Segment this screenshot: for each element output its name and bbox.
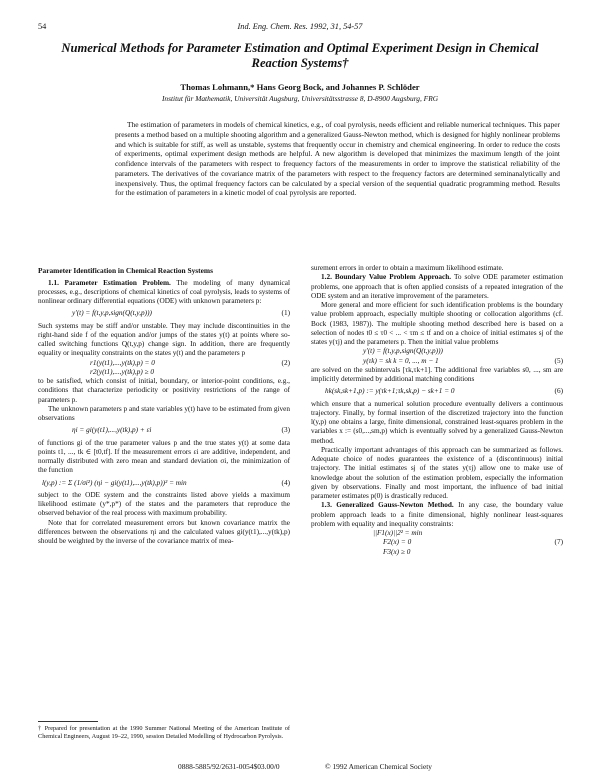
paragraph: which ensure that a numerical solution procedure eventually delivers a continuous trajectory. Finally, by formal insertion of the discretized trajectory into the function l(y,p) one obtains a large, finite dimensional, constrained least-squares problem in the variables x := (s0,...,sm,p) which is eventually solved by a generalized Gauss-Newton method. bbox=[311, 399, 563, 445]
paragraph: Note that for correlated measurement errors but known covariance matrix the differences between the observations ηi and the calculated values gi(y(t1),...,y(tk),p) should be weighted by the inverse of the covariance matrix of mea- bbox=[38, 518, 290, 545]
right-column bbox=[311, 264, 563, 557]
page-number: 54 bbox=[38, 22, 47, 31]
copyright: © 1992 American Chemical Society bbox=[325, 762, 433, 771]
equation-3: ηi = gi(y(t1),...,y(tk),p) + εi (3) bbox=[72, 426, 290, 435]
section-heading: Parameter Identification in Chemical Reaction Systems bbox=[38, 266, 213, 275]
equation-2b: r2(y(t1),...,y(tk),p) ≥ 0 bbox=[90, 367, 154, 376]
paragraph: Practically important advantages of this approach can be summarized as follows. Adequate choice of nodes guarantees the existence of a (discontinuous) initial trajectory. The initial estimates sj of the states y(τj) allow one to make use of knowledge about the solution of the estimation problem, especially the information given by observations. Finally and most important, the influence of bad initial parameter estimates p(0) is drastically reduced. bbox=[311, 445, 563, 500]
journal-citation: Ind. Eng. Chem. Res. 1992, 31, 54-57 bbox=[237, 22, 363, 31]
subsection-title: 1.3. Generalized Gauss-Newton Method. bbox=[321, 501, 454, 510]
paragraph: of functions gi of the true parameter values p and the true states y(t) at some data points t1, ..., tk ∈ [t0,tf]. If the measurement errors εi are additive, independent, and normally distributed with zero mean and standard deviation σi, the minimization of the function bbox=[38, 438, 290, 475]
equation-2: r1(y(t1),...,y(tk),p) = 0 (2) bbox=[90, 358, 290, 367]
paragraph: subject to the ODE system and the constraints listed above yields a maximum likelihood estimate (y*,p*) of the states and the parameters that reproduce the observed behavior of the real process with maximum probability. bbox=[38, 490, 290, 518]
paragraph: More general and more efficient for such identification problems is the boundary value problem approach, especially multiple shooting or collocation algorithms (cf. Bock (1983, 1987)). The multiple shooting method described here is based on a selection of nodes t0 ≤ τ0 < ... < τm ≤ tf and on a choice of initial estimates sj of the states y(τj) and the parameters p. Then the initial value problems bbox=[311, 301, 563, 346]
subsection-title: 1.2. Boundary Value Problem Approach. bbox=[321, 273, 452, 282]
equation-4: l(y,p) := Σ (1/σi²) (ηi − gi(y(t1),...,y(tk),p))² = min (4) bbox=[42, 478, 290, 487]
paragraph: The unknown parameters p and state variables y(t) have to be estimated from given observations bbox=[38, 404, 290, 422]
author-list: Thomas Lohmann,* Hans Georg Bock, and Johannes P. Schlöder bbox=[180, 82, 420, 92]
paragraph: surement errors in order to obtain a maximum likelihood estimate. bbox=[311, 264, 504, 272]
running-header bbox=[38, 22, 562, 34]
footnote: † Prepared for presentation at the 1990 Summer National Meeting of the American Institute of Chemical Engineers, August 19–22, 1990, session Detailed Modelling of Hydrocarbon Pyrolysis. bbox=[38, 725, 290, 740]
equation-5b: y(τk) = sk k = 0, ..., m − 1 (5) bbox=[363, 356, 563, 365]
paragraph: 1.1. Parameter Estimation Problem. The modeling of many dynamical processes, e.g., descriptions of chemical kinetics of coal pyrolysis, leads to systems of nonlinear ordinary differential equations (ODE) with unknown parameters p: bbox=[38, 278, 290, 305]
paragraph: Such systems may be stiff and/or unstable. They may include discontinuities in the right-hand side f of the equation and/or jumps of the states y(t) at points where so-called switching functions Q(t,y,p) change sign. In addition, there are frequently equality or inequality constraints on the states y(t) and the parameters p bbox=[38, 321, 290, 358]
paragraph: 1.2. Boundary Value Problem Approach. To solve ODE parameter estimation problems, one approach that is often applied consists of a repeated integration of the ODE system and an iterative improvement of the parameters. bbox=[311, 273, 563, 300]
equation-5: y'(t) = f(t,y,p,sign(Q(t,y,p))) bbox=[363, 347, 443, 356]
equation-7c: F3(x) ≥ 0 bbox=[383, 547, 411, 556]
affiliation: Institut für Mathematik, Universität Augsburg, Universitätsstrasse 8, D-8900 Augsburg, FRG bbox=[161, 94, 439, 103]
equation-7: ||F1(x)||2² = min bbox=[373, 529, 423, 537]
footnote-rule bbox=[38, 721, 98, 722]
paragraph: to be satisfied, which consist of initial, boundary, or interior-point conditions, e.g., conditions that characterize periodicity or positivity restrictions of the range of parameters p. bbox=[38, 377, 290, 404]
abstract: The estimation of parameters in models of chemical kinetics, e.g., of coal pyrolysis, needs efficient and reliable numerical techniques. This paper presents a method based on a multiple shooting algorithm and a generalized Gauss-Newton method, which is designed for highly nonlinear problems and which is suitable for stiff, as well as unstable, systems that frequently occur in chemistry and chemical engineering. In order to reduce the costs of experiments, optimal experiment design methods are helpful. A new algorithm is developed that minimizes the maximum length of the joint confidence intervals of the parameters with respect to frequency factors of the measurements in order to improve the statistical reliability of the parameters. The derivatives of the covariance matrix of the parameters with respect to the frequency factors are determined seminanalytically and inexpensively. Thus, the optimal frequency factors can be calculated by a special version of the sequential quadratic programming method. Results for the estimation of parameters in a kinetic model of coal pyrolysis are reported. bbox=[115, 120, 560, 198]
equation-7b: F2(x) = 0 (7) bbox=[383, 538, 563, 547]
article-code: 0888-5885/92/2631-0054$03.00/0 bbox=[178, 762, 280, 771]
paragraph: 1.3. Generalized Gauss-Newton Method. In any case, the boundary value problem approach leads to a finite dimensional, highly nonlinear least-squares problem with equality and inequality constraints: bbox=[311, 501, 564, 528]
equation-6: hk(sk,sk+1,p) := y(τk+1;τk,sk,p) − sk+1 = 0 (6) bbox=[325, 387, 563, 396]
paragraph: are solved on the subintervals [τk,τk+1]. The additional free variables s0, ..., sm are implicitly determined by additional matching conditions bbox=[311, 365, 563, 383]
equation-1: y'(t) = f(t,y,p,sign(Q(t,y,p))) (1) bbox=[72, 309, 290, 318]
subsection-title: 1.1. Parameter Estimation Problem. bbox=[48, 278, 171, 287]
paper-title: Numerical Methods for Parameter Estimation and Optimal Experiment Design in Chemical Reaction Systems† bbox=[61, 41, 539, 70]
left-column bbox=[38, 264, 290, 546]
